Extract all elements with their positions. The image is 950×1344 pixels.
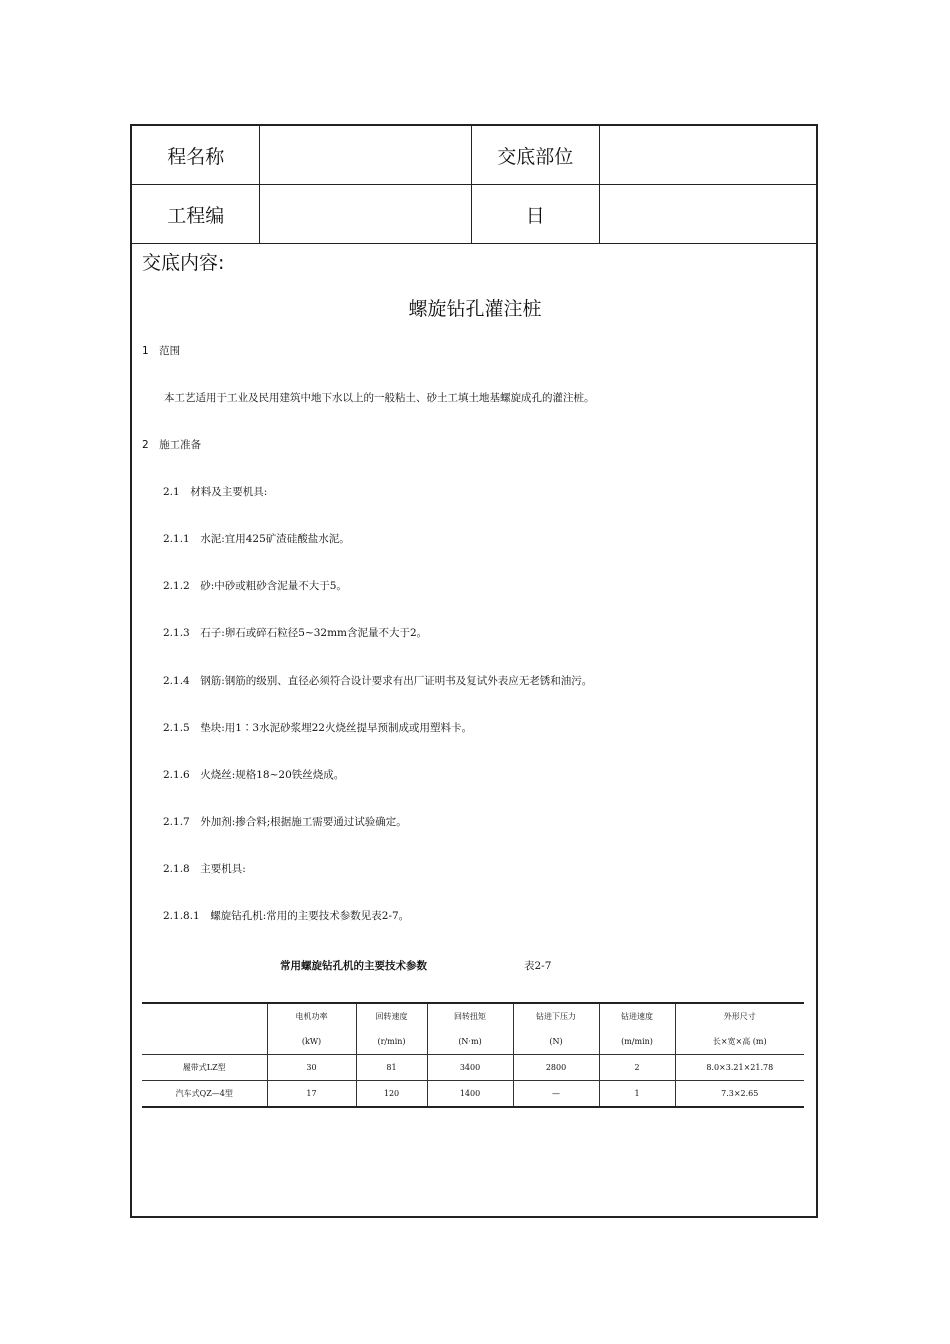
header-cell: 钻进速度 (m/min) (599, 1003, 675, 1055)
header-cell (142, 1003, 267, 1055)
header-cell: 外形尺寸 长×宽×高 (m) (675, 1003, 804, 1055)
table-cell: 120 (356, 1081, 427, 1108)
paragraph-2-1-2: 2.1.2 砂:中砂或粗砂含泥量不大于5。 (163, 580, 347, 592)
content-label: 交底内容: (142, 252, 225, 274)
paragraph-2-1-5: 2.1.5 垫块:用1∶3水泥砂浆埋22火烧丝提早预制成或用塑料卡。 (163, 722, 472, 734)
paragraph-2-1-1: 2.1.1 水泥:宜用425矿渣硅酸盐水泥。 (163, 533, 350, 545)
paragraph-2-1-7: 2.1.7 外加剂:掺合料;根据施工需要通过试验确定。 (163, 816, 407, 828)
date-value (599, 185, 818, 244)
part-value (599, 126, 818, 185)
table-cell: 1 (599, 1081, 675, 1108)
table-cell: — (513, 1081, 599, 1108)
date-label: 日 (471, 185, 599, 244)
paragraph-2-1-8: 2.1.8 主要机具: (163, 863, 246, 875)
table-cell: 3400 (427, 1055, 513, 1081)
table-number: 表2-7 (524, 960, 552, 972)
table-cell: 17 (267, 1081, 356, 1108)
project-no-label: 工程编 (132, 185, 260, 244)
table-cell: 履带式LZ型 (142, 1055, 267, 1081)
header-cell: 钻进下压力 (N) (513, 1003, 599, 1055)
part-label: 交底部位 (471, 126, 599, 185)
table-row (142, 1081, 804, 1108)
project-name-value (260, 126, 471, 185)
document-frame (130, 124, 818, 1218)
table-caption: 常用螺旋钻孔机的主要技术参数 (280, 960, 427, 972)
paragraph-2-1-3: 2.1.3 石子:卵石或碎石粒径5~32mm含泥量不大于2。 (163, 627, 428, 639)
section-heading-1: 1 范围 (142, 345, 181, 357)
table-header-row (142, 1003, 804, 1055)
document-title: 螺旋钻孔灌注桩 (408, 298, 542, 320)
header-cell: 回转扭矩 (N·m) (427, 1003, 513, 1055)
table-row (142, 1055, 804, 1081)
paragraph-2-1-8-1: 2.1.8.1 螺旋钻孔机:常用的主要技术参数见表2-7。 (163, 910, 410, 922)
table-cell: 2 (599, 1055, 675, 1081)
paragraph-2-1-6: 2.1.6 火烧丝:规格18~20铁丝烧成。 (163, 769, 345, 781)
section-heading-2: 2 施工准备 (142, 439, 202, 451)
table-cell: 汽车式QZ—4型 (142, 1081, 267, 1108)
table-cell: 8.0×3.21×21.78 (675, 1055, 804, 1081)
table-cell: 81 (356, 1055, 427, 1081)
project-no-value (260, 185, 471, 244)
header-table (132, 126, 818, 244)
spec-table (142, 1002, 804, 1108)
paragraph-2-1: 2.1 材料及主要机具: (163, 486, 268, 498)
table-cell: 7.3×2.65 (675, 1081, 804, 1108)
header-cell: 电机功率 (kW) (267, 1003, 356, 1055)
paragraph-scope: 本工艺适用于工业及民用建筑中地下水以上的一般粘土、砂土工填土地基螺旋成孔的灌注桩。 (164, 392, 595, 404)
header-cell: 回转速度 (r/min) (356, 1003, 427, 1055)
table-cell: 30 (267, 1055, 356, 1081)
project-name-label: 程名称 (132, 126, 260, 185)
paragraph-2-1-4: 2.1.4 钢筋:钢筋的级别、直径必须符合设计要求有出厂证明书及复试外表应无老锈和油污。 (163, 675, 593, 687)
table-cell: 2800 (513, 1055, 599, 1081)
table-cell: 1400 (427, 1081, 513, 1108)
